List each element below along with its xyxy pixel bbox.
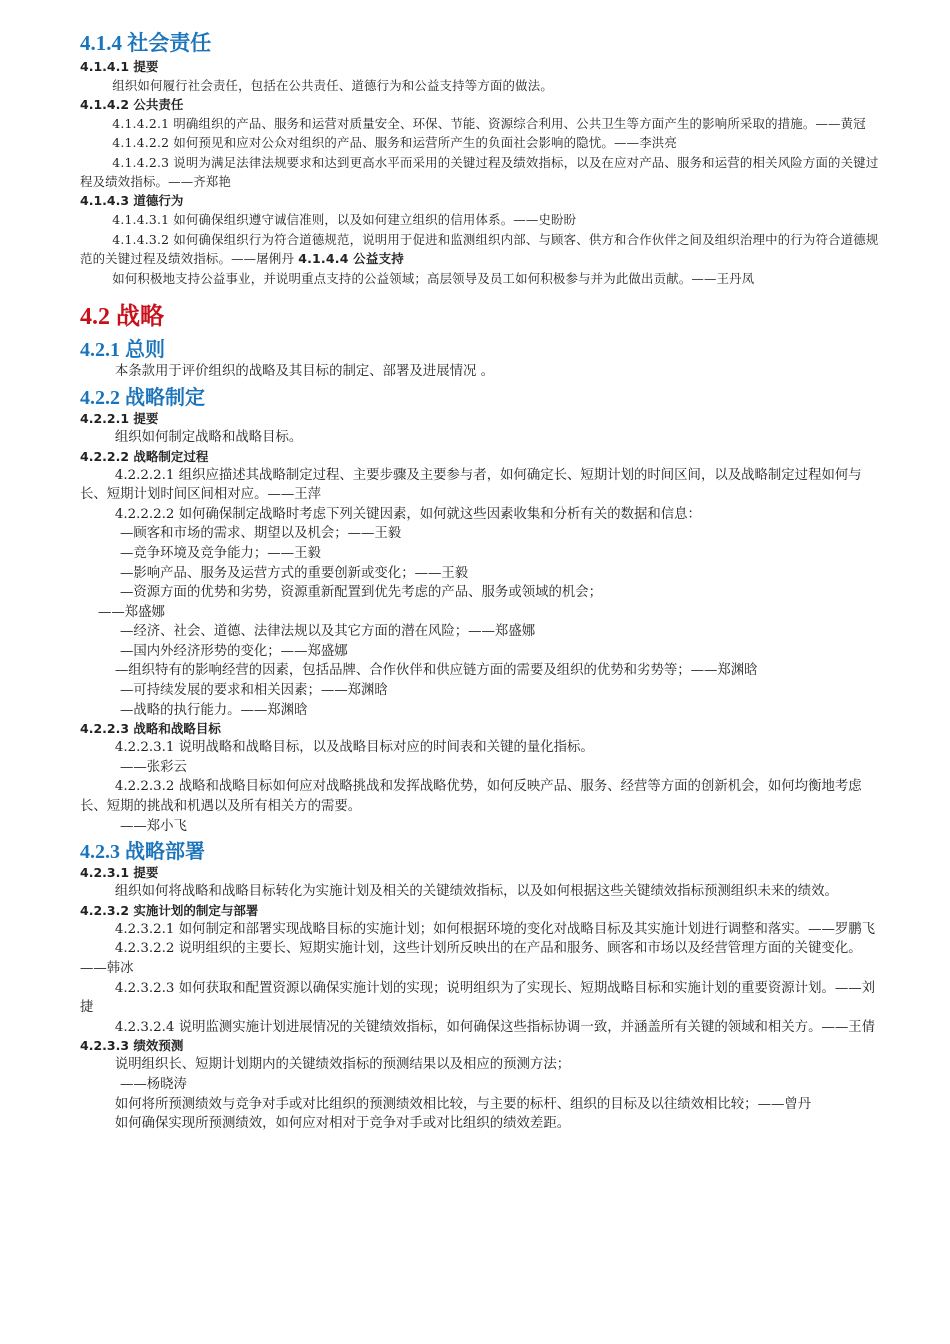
list-item: —战略的执行能力。——郑渊晗 <box>120 702 308 718</box>
list-item: —顾客和市场的需求、期望以及机会；——王毅 <box>120 526 402 542</box>
section-heading-4-2: 4.2 战略 <box>80 304 164 331</box>
section-heading-4-2-2: 4.2.2 战略制定 <box>80 386 205 409</box>
list-item: —经济、社会、道德、法律法规以及其它方面的潜在风险；——郑盛娜 <box>120 624 536 640</box>
paragraph <box>80 210 880 230</box>
paragraph: 4.2.2.2.2 如何确保制定战略时考虑下列关键因素，如何就这些因素收集和分析有关的数据和信息： <box>114 506 701 522</box>
list-item: —组织特有的影响经营的因素，包括品牌、合作伙伴和供应链方面的需要及组织的优势和劣势等；——郑渊晗 <box>114 663 758 679</box>
paragraph <box>80 230 880 269</box>
paragraph: 如何确保实现所预测绩效，如何应对相对于竞争对手或对比组织的绩效差距。 <box>114 1116 571 1132</box>
paragraph: 4.2.2.2.1 组织应描述其战略制定过程、主要步骤及主要参与者，如何确定长、短期计划的时间区间，以及战略制定过程如何与长、短期计划时间区间相对应。——王萍 <box>80 467 862 503</box>
paragraph: 4.2.2.3.2 战略和战略目标如何应对战略挑战和发挥战略优势，如何反映产品、服务、经营等方面的创新机会，如何均衡地考虑长、短期的挑战和机遇以及所有相关方的需要。 <box>80 779 862 815</box>
subheading-4-2-3-2: 4.2.3.2 实施计划的制定与部署 <box>80 902 259 918</box>
list-item: —资源方面的优势和劣势，资源重新配置到优先考虑的产品、服务或领域的机会； <box>120 585 603 601</box>
section-heading-4-2-1: 4.2.1 总则 <box>80 339 165 362</box>
paragraph: 4.1.4.2.1 明确组织的产品、服务和运营对质量安全、环保、节能、资源综合利用、公共卫生等方面产生的影响所采取的措施。——黄冠 <box>112 115 866 131</box>
author-signature: ——郑小飞 <box>120 818 187 834</box>
author-signature: ——郑盛娜 <box>98 604 165 620</box>
subheading-4-2-2-2: 4.2.2.2 战略制定过程 <box>80 448 209 464</box>
paragraph: 4.2.3.2.1 如何制定和部署实现战略目标的实施计划；如何根据环境的变化对战略目标及其实施计划进行调整和落实。——罗鹏飞 <box>114 921 876 937</box>
section-heading-4-1-4: 4.1.4 社会责任 <box>80 31 212 55</box>
author-signature: ——张彩云 <box>120 759 187 775</box>
author-signature: ——杨晓涛 <box>120 1076 187 1092</box>
paragraph: 4.2.3.2.2 说明组织的主要长、短期实施计划，这些计划所反映出的在产品和服务、顾客和市场以及经营管理方面的关键变化。——韩冰 <box>80 941 862 976</box>
document-page <box>80 30 880 1134</box>
paragraph: 4.1.4.2.2 如何预见和应对公众对组织的产品、服务和运营所产生的负面社会影响的隐忧。——李洪亮 <box>112 135 677 151</box>
paragraph: 组织如何履行社会责任，包括在公共责任、道德行为和公益支持等方面的做法。 <box>112 78 553 93</box>
paragraph: 组织如何将战略和战略目标转化为实施计划及相关的关键绩效指标，以及如何根据这些关键绩效指标预测组织未来的绩效。 <box>114 884 838 900</box>
subheading-4-2-3-1: 4.2.3.1 提要 <box>80 865 159 881</box>
paragraph: 如何将所预测绩效与竞争对手或对比组织的预测绩效相比较，与主要的标杆、组织的目标及以往绩效相比较；——曾丹 <box>114 1096 812 1112</box>
subheading-4-2-2-1: 4.2.2.1 提要 <box>80 410 159 426</box>
paragraph: 本条款用于评价组织的战略及其目标的制定、部署及进展情况 。 <box>114 364 495 380</box>
paragraph: 4.2.3.2.3 如何获取和配置资源以确保实施计划的实现；说明组织为了实现长、短期战略目标和实施计划的重要资源计划。——刘捷 <box>80 980 876 1016</box>
paragraph: 4.1.4.2.3 说明为满足法律法规要求和达到更高水平而采用的关键过程及绩效指标，以及在应对产品、服务和运营的相关风险方面的关键过程及绩效指标。——齐郑艳 <box>80 154 879 190</box>
paragraph-text: 4.1.4.3.1 如何确保组织遵守诚信准则，以及如何建立组织的信用体系。——史盼盼 <box>112 211 577 227</box>
subheading-4-1-4-1: 4.1.4.1 提要 <box>80 59 159 74</box>
list-item: —竞争环境及竞争能力；——王毅 <box>120 545 321 561</box>
paragraph: 4.2.2.3.1 说明战略和战略目标，以及战略目标对应的时间表和关键的量化指标。 <box>114 740 594 756</box>
list-item: —影响产品、服务及运营方式的重要创新或变化；——王毅 <box>120 565 469 581</box>
paragraph: 4.2.3.2.4 说明监测实施计划进展情况的关键绩效指标，如何确保这些指标协调一致，并涵盖所有关键的领域和相关方。——王倩 <box>114 1019 876 1035</box>
list-item: —可持续发展的要求和相关因素；——郑渊晗 <box>120 683 388 699</box>
paragraph: 组织如何制定战略和战略目标。 <box>114 429 303 445</box>
subheading-4-2-3-3: 4.2.3.3 绩效预测 <box>80 1038 184 1054</box>
subheading-4-2-2-3: 4.2.2.3 战略和战略目标 <box>80 721 221 737</box>
paragraph: 说明组织长、短期计划期内的关键绩效指标的预测结果以及相应的预测方法； <box>114 1057 571 1073</box>
subheading-4-1-4-3: 4.1.4.3 道德行为 <box>80 192 184 208</box>
list-item: —国内外经济形势的变化；——郑盛娜 <box>120 643 348 659</box>
subheading-4-1-4-2: 4.1.4.2 公共责任 <box>80 96 184 112</box>
paragraph: 如何积极地支持公益事业，并说明重点支持的公益领域；高层领导及员工如何积极参与并为此做出贡献。——王丹凤 <box>112 270 755 286</box>
paragraph-text: 4.1.4.3.2 如何确保组织行为符合道德规范，说明用于促进和监测组织内部、与顾客、供方和合作伙伴之间及组织治理中的行为符合道德规范的关键过程及绩效指标。——屠俐丹 <box>80 231 879 267</box>
section-heading-4-2-3: 4.2.3 战略部署 <box>80 841 205 864</box>
subheading-4-1-4-4: 4.1.4.4 公益支持 <box>298 251 404 267</box>
